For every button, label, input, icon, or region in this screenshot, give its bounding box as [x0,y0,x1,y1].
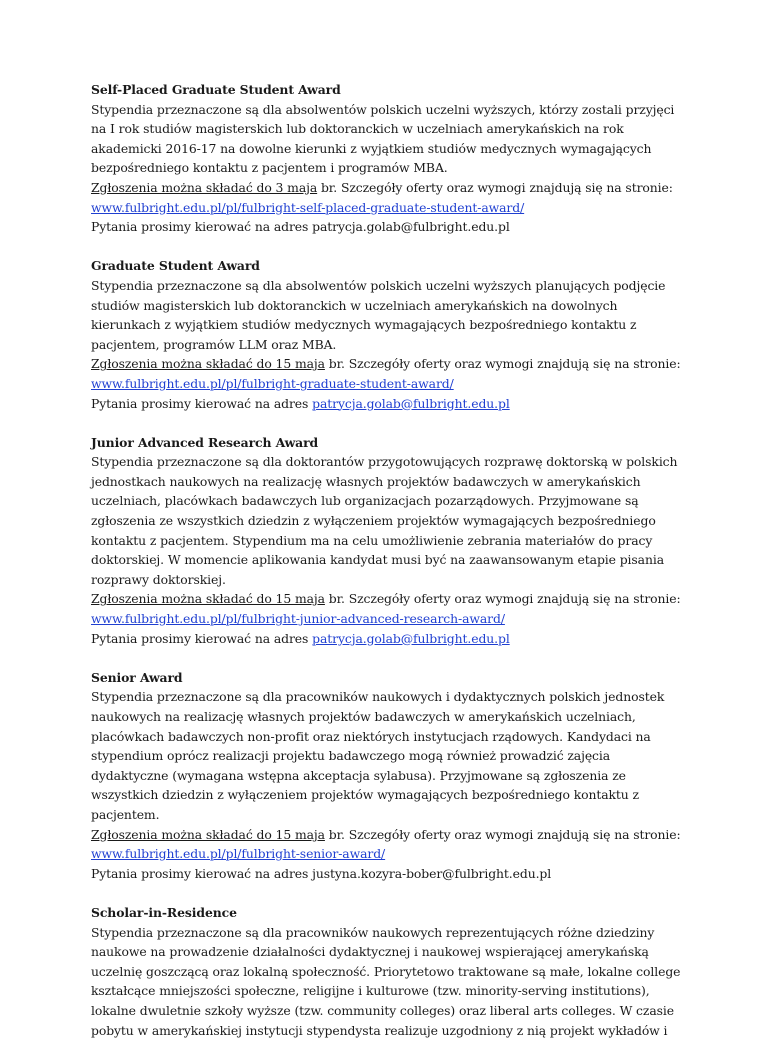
section-deadline-line [91,178,681,198]
contact-email: justyna.kozyra-bober@fulbright.edu.pl [312,865,552,881]
details-text: br. Szczegóły oferty oraz wymogi znajdują się na stronie: [324,826,681,842]
section-contact-line [91,217,681,237]
section-description: Stypendia przeznaczone są dla pracowników naukowych reprezentujących różne dziedziny naukowe na prowadzenie działalności dydaktycznej i naukowej wspierającej amerykańską uczelnię goszczącą oraz lokalną społeczność. Priorytetowo traktowane są małe, lokalne college kształcące mniejszości społeczne, religijne i kulturowe (tzw. minority-serving institutions), lokalne dwuletnie szkoły wyższe (tzw. community colleges) oraz liberal arts colleges. W czasie pobytu w amerykańskiej instytucji stypendysta realizuje uzgodniony z nią projekt wykładów i [91,924,681,1038]
section-deadline-line [91,589,681,609]
section-title: Graduate Student Award [91,258,260,274]
contact-prefix: Pytania prosimy kierować na adres [91,219,313,235]
contact-prefix: Pytania prosimy kierować na adres [91,630,313,646]
contact-email: patrycja.golab@fulbright.edu.pl [312,219,510,235]
section-description: Stypendia przeznaczone są dla doktorantów przygotowujących rozprawę doktorską w polskich jednostkach naukowych na realizację własnych projektów badawczych w amerykańskich uczelniach, placówkach badawczych lub organizacjach pozarządowych. Przyjmowane są zgłoszenia ze wszystkich dziedzin z wyłączeniem projektów wymagających bezpośredniego kontaktu z pacjentem. Stypendium ma na celu umożliwienie zebrania materiałów do pracy doktorskiej. W momencie aplikowania kandydat musi być na zaawansowanym etapie pisania rozprawy doktorskiej. [91,454,678,587]
award-link[interactable]: www.fulbright.edu.pl/pl/fulbright-self-placed-graduate-student-award/ [91,199,525,215]
deadline-text: Zgłoszenia można składać do 15 maja [91,591,325,607]
award-link[interactable]: www.fulbright.edu.pl/pl/fulbright-graduate-student-award/ [91,375,454,391]
section-title: Scholar-in-Residence [91,904,237,920]
contact-prefix: Pytania prosimy kierować na adres [91,395,313,411]
section-graduate-student-award [91,256,681,413]
section-scholar-in-residence [91,903,681,1040]
details-text: br. Szczegóły oferty oraz wymogi znajdują się na stronie: [317,179,673,195]
contact-email-link[interactable]: patrycja.golab@fulbright.edu.pl [312,395,510,411]
contact-email-link[interactable]: patrycja.golab@fulbright.edu.pl [312,630,510,646]
section-url-line [91,198,681,218]
document-page [91,80,681,1060]
deadline-text: Zgłoszenia można składać do 15 maja [91,356,325,372]
section-description: Stypendia przeznaczone są dla pracowników naukowych i dydaktycznych polskich jednostek naukowych na realizację własnych projektów badawczych w amerykańskich uczelniach, placówkach badawczych non-profit oraz niektórych instytucjach rządowych. Kandydaci na stypendium oprócz realizacji projektu badawczego mogą również prowadzić zajęcia dydaktyczne (wymagana wstępna akceptacja sylabusa). Przyjmowane są zgłoszenia ze wszystkich dziedzin z wyłączeniem projektów wymagających bezpośredniego kontaktu z pacjentem. [91,689,665,822]
section-title: Senior Award [91,669,183,685]
details-text: br. Szczegóły oferty oraz wymogi znajdują się na stronie: [324,356,681,372]
section-title: Junior Advanced Research Award [91,434,319,450]
section-contact-line [91,629,681,649]
section-deadline-line [91,354,681,374]
deadline-text: Zgłoszenia można składać do 3 maja [91,179,318,195]
section-description: Stypendia przeznaczone są dla absolwentów polskich uczelni wyższych, którzy zostali przyjęci na I rok studiów magisterskich lub doktoranckich w uczelniach amerykańskich na rok akademicki 2016-17 na dowolne kierunki z wyjątkiem studiów medycznych wymagających bezpośredniego kontaktu z pacjentem i programów MBA. [91,101,675,176]
section-contact-line [91,394,681,414]
award-link[interactable]: www.fulbright.edu.pl/pl/fulbright-senior-award/ [91,846,386,862]
section-title: Self-Placed Graduate Student Award [91,82,341,97]
section-contact-line [91,864,681,884]
section-junior-advanced-research-award [91,433,681,649]
section-url-line [91,844,681,864]
section-url-line [91,374,681,394]
section-deadline-line [91,825,681,845]
contact-prefix: Pytania prosimy kierować na adres [91,865,313,881]
section-senior-award [91,668,681,884]
section-description: Stypendia przeznaczone są dla absolwentów polskich uczelni wyższych planujących podjęcie studiów magisterskich lub doktoranckich w uczelniach amerykańskich na dowolnych kierunkach z wyjątkiem studiów medycznych wymagających bezpośredniego kontaktu z pacjentem, programów LLM oraz MBA. [91,277,666,352]
details-text: br. Szczegóły oferty oraz wymogi znajdują się na stronie: [324,591,681,607]
section-self-placed-graduate-student-award [91,80,681,237]
deadline-text: Zgłoszenia można składać do 15 maja [91,826,325,842]
section-url-line [91,609,681,629]
award-link[interactable]: www.fulbright.edu.pl/pl/fulbright-junior-advanced-research-award/ [91,611,505,627]
